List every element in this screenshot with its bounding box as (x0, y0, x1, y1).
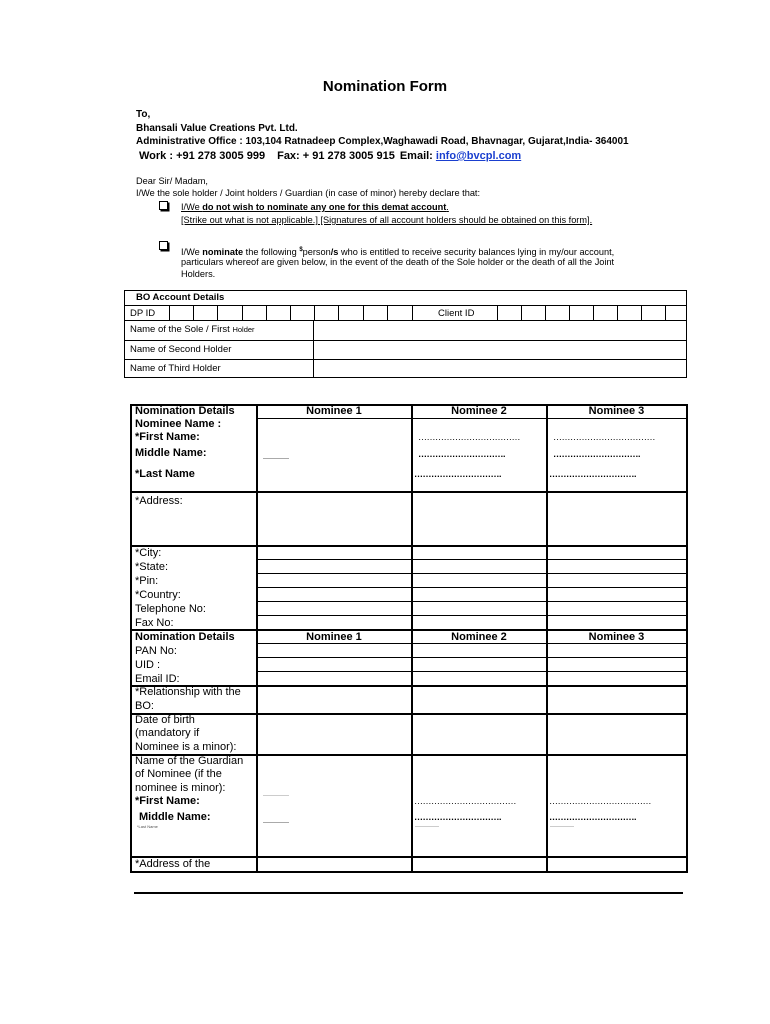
third-holder-label: Name of Third Holder (130, 363, 221, 374)
nominee-3-first-name[interactable]: ……………………………… (553, 432, 655, 442)
state-label: *State: (135, 561, 169, 573)
nominee-1-name-field[interactable] (263, 458, 289, 459)
footer-rule (134, 892, 683, 894)
relationship-label-2: BO: (135, 700, 154, 712)
bo-header: BO Account Details (136, 292, 225, 303)
company-name: Bhansali Value Creations Pvt. Ltd. (136, 123, 298, 134)
work-phone: Work : +91 278 3005 999 (139, 150, 266, 162)
nominee-3-header-2: Nominee 3 (588, 631, 645, 643)
addressee-to: To, (136, 109, 151, 120)
guardian-1-middle-field[interactable] (263, 822, 289, 823)
guardian-1-first-field[interactable] (263, 795, 289, 796)
guardian-3-last-field[interactable] (550, 826, 574, 827)
telephone-label: Telephone No: (135, 603, 206, 615)
nominee-2-middle-name[interactable]: …………………………. (418, 449, 506, 459)
guardian-3-middle-name[interactable]: …………………………. (549, 812, 637, 822)
guardian-label-3: nominee is minor): (135, 782, 226, 794)
dob-label-1: Date of birth (135, 714, 195, 726)
dob-label-3: Nominee is a minor): (135, 741, 237, 753)
guardian-2-last-field[interactable] (415, 826, 439, 827)
dp-id-label: DP ID (130, 308, 156, 319)
bo-account-table (124, 290, 687, 378)
pan-label: PAN No: (135, 645, 177, 657)
nominee-3-middle-name[interactable]: …………………………. (553, 449, 641, 459)
fax-number: Fax: + 91 278 3005 915 (277, 150, 395, 162)
guardian-last-name-label: *Last Name (137, 824, 158, 829)
guardian-2-first-name[interactable]: ……………………………… (414, 796, 516, 806)
nominee-2-first-name[interactable]: ……………………………… (418, 432, 520, 442)
relationship-label-1: *Relationship with the (135, 686, 241, 698)
option-no-nominate-checkbox[interactable] (159, 201, 168, 210)
option-nominate-text: I/We nominate the following $person/s who is entitled to receive security balances lying in my/our account, (181, 247, 615, 258)
first-name-label: *First Name: (135, 431, 200, 443)
nominee-2-header: Nominee 2 (451, 405, 507, 417)
option-nominate-checkbox[interactable] (159, 241, 168, 250)
guardian-2-middle-name[interactable]: …………………………. (414, 812, 502, 822)
option-nominate-line2: particulars whereof are given below, in the event of the death of the Sole holder or the death of all the Joint (181, 257, 615, 267)
nomination-details-header-2: Nomination Details (135, 631, 235, 643)
nominee-1-header-2: Nominee 1 (306, 631, 362, 643)
guardian-3-first-name[interactable]: ……………………………… (549, 796, 651, 806)
uid-label: UID : (135, 659, 161, 671)
contact-line (139, 150, 521, 162)
sole-holder-label: Name of the Sole / First Holder (130, 324, 255, 335)
nominee-name-label: Nominee Name : (135, 418, 222, 430)
nomination-details-header: Nomination Details (135, 405, 235, 417)
email-link[interactable]: info@bvcpl.com (435, 150, 522, 162)
nominee-2-last-name[interactable]: …………………………. (414, 469, 502, 479)
office-address: Administrative Office : 103,104 Ratnadeep Complex,Waghawadi Road, Bhavnagar, Gujarat,India- 364001 (136, 136, 629, 147)
salutation: Dear Sir/ Madam, (136, 176, 208, 186)
nominee-3-header: Nominee 3 (588, 405, 645, 417)
city-label: *City: (135, 547, 162, 559)
middle-name-label: Middle Name: (135, 447, 207, 459)
pin-label: *Pin: (135, 575, 159, 587)
last-name-label: *Last Name (135, 468, 195, 480)
guardian-middle-name-label: Middle Name: (139, 811, 211, 823)
nominee-2-header-2: Nominee 2 (451, 631, 507, 643)
guardian-label-2: of Nominee (if the (135, 768, 222, 780)
guardian-address-label: *Address of the (135, 858, 211, 870)
option-strike-note: [Strike out what is not applicable.] [Signatures of all account holders should be obtained on this form]. (181, 215, 593, 225)
nominee-1-header: Nominee 1 (306, 405, 362, 417)
second-holder-label: Name of Second Holder (130, 344, 232, 355)
page-title: Nomination Form (322, 78, 448, 95)
declaration-intro: I/We the sole holder / Joint holders / Guardian (in case of minor) hereby declare that: (136, 188, 481, 198)
client-id-label: Client ID (438, 308, 475, 319)
guardian-first-name-label: *First Name: (135, 795, 200, 807)
guardian-label-1: Name of the Guardian (135, 755, 244, 767)
third-holder-field[interactable] (314, 360, 686, 377)
option-no-nominate-text: I/We do not wish to nominate any one for this demat account. (181, 202, 449, 212)
second-holder-field[interactable] (314, 341, 686, 359)
dob-label-2: (mandatory if (135, 727, 200, 739)
fax-label: Fax No: (135, 617, 174, 629)
option-nominate-line3: Holders. (181, 269, 216, 279)
address-label: *Address: (135, 495, 183, 507)
email-label: Email: (399, 150, 433, 162)
country-label: *Country: (135, 589, 181, 601)
sole-holder-field[interactable] (314, 321, 686, 340)
email-id-label: Email ID: (135, 673, 180, 685)
nominee-3-last-name[interactable]: …………………………. (549, 469, 637, 479)
